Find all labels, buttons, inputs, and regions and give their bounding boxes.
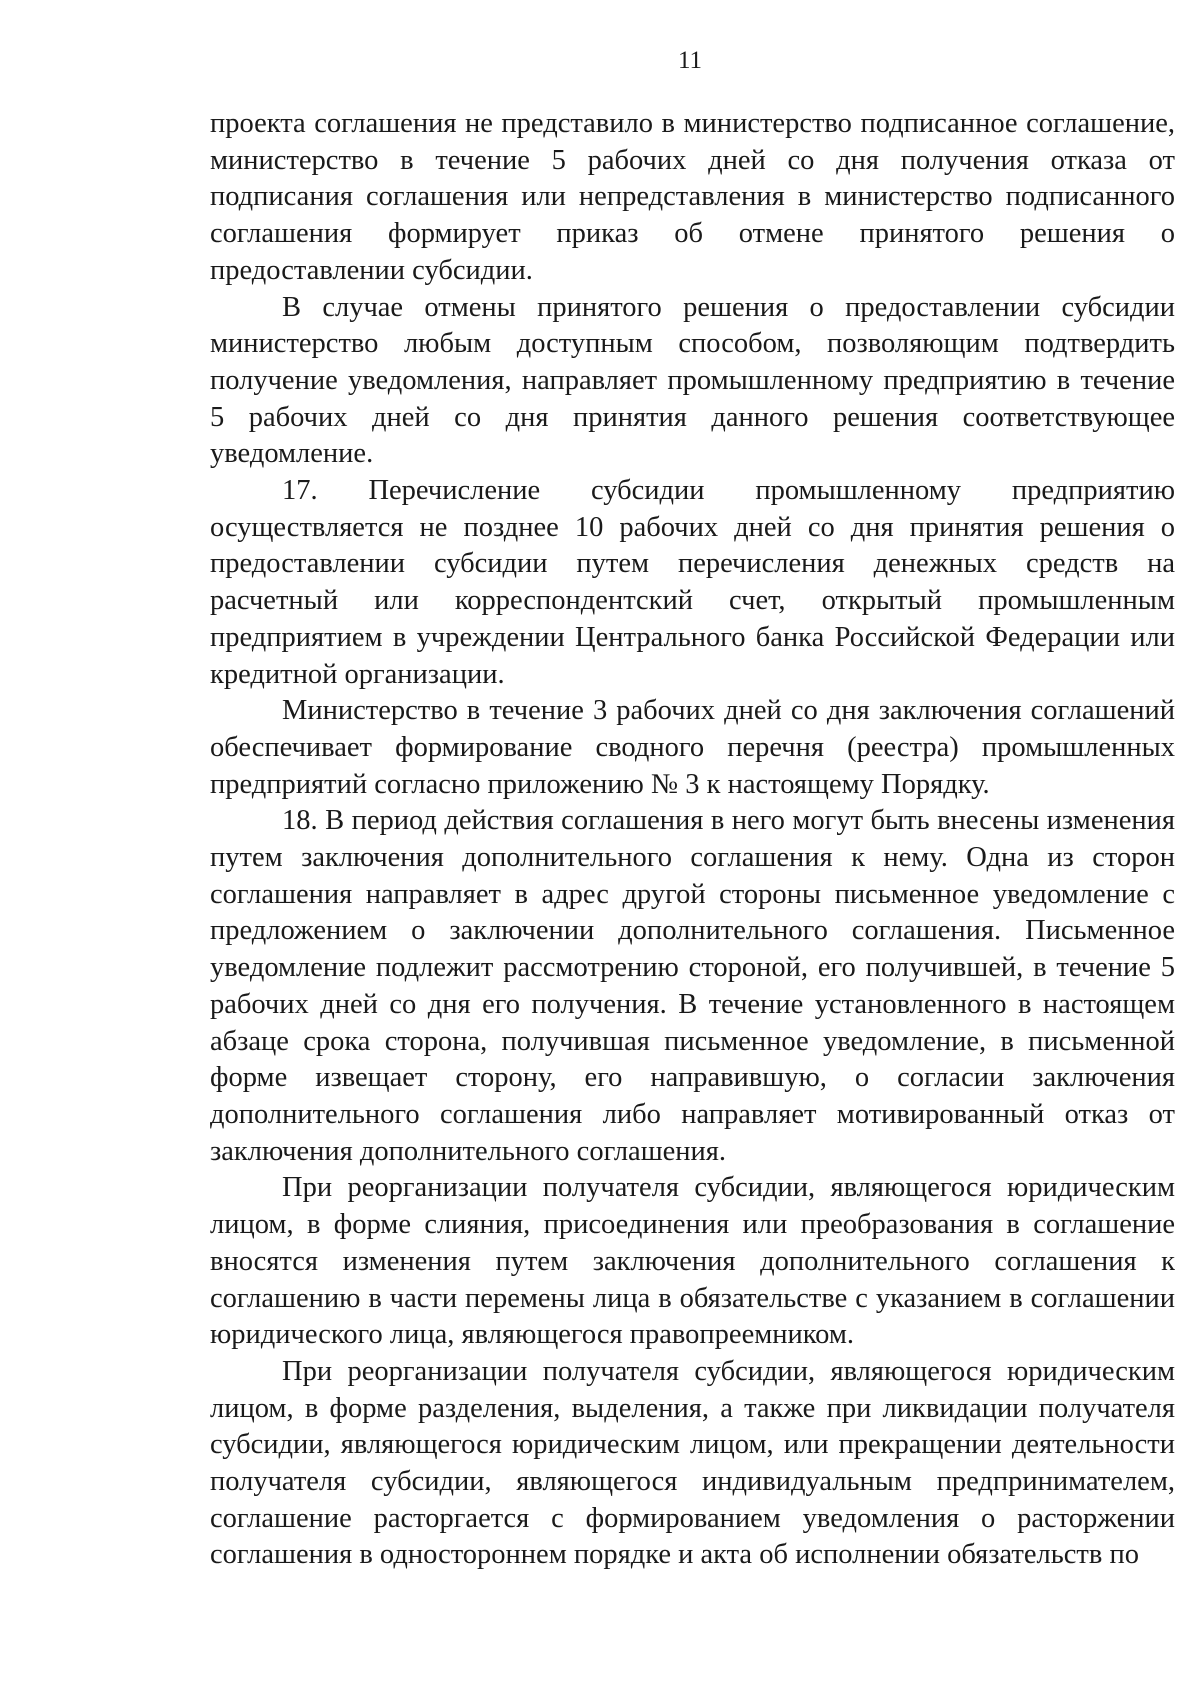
document-body xyxy=(210,106,1175,1574)
paragraph-continuation: проекта соглашения не представило в министерство подписанное соглашение, министерство в течение 5 рабочих дней со дня получения отказа от подписания соглашения или непредставления в министерство подписанного соглашения формирует приказ об отмене принятого решения о предоставлении субсидии. xyxy=(210,108,1175,286)
page-number: 11 xyxy=(677,47,703,74)
paragraph-registry: Министерство в течение 3 рабочих дней со дня заключения соглашений обеспечивает формирование сводного перечня (реестра) промышленных предприятий согласно приложению № 3 к настоящему Порядку. xyxy=(210,695,1175,800)
paragraph-17-transfer: 17. Перечисление субсидии промышленному предприятию осуществляется не позднее 10 рабочих дней со дня принятия решения о предоставлении субсидии путем перечисления денежных средств на расчетный или корреспондентский счет, открытый промышленным предприятием в учреждении Центрального банка Российской Федерации или кредитной организации. xyxy=(210,475,1175,690)
paragraph-18-amendments: 18. В период действия соглашения в него могут быть внесены изменения путем заключения дополнительного соглашения к нему. Одна из сторон соглашения направляет в адрес другой стороны письменное уведомление с предложением о заключении дополнительного соглашения. Письменное уведомление подлежит рассмотрению стороной, его получившей, в течение 5 рабочих дней со дня его получения. В течение установленного в настоящем абзаце срока сторона, получившая письменное уведомление, в письменной форме извещает сторону, его направившую, о согласии заключения дополнительного соглашения либо направляет мотивированный отказ от заключения дополнительного соглашения. xyxy=(210,805,1175,1167)
paragraph-cancellation-notice: В случае отмены принятого решения о предоставлении субсидии министерство любым доступным способом, позволяющим подтвердить получение уведомления, направляет промышленному предприятию в течение 5 рабочих дней со дня принятия данного решения соответствующее уведомление. xyxy=(210,291,1175,470)
paragraph-reorganization-division: При реорганизации получателя субсидии, являющегося юридическим лицом, в форме разделения, выделения, а также при ликвидации получателя субсидии, являющегося юридическим лицом, или прекращении деятельности получателя субсидии, являющегося индивидуальным предпринимателем, соглашение расторгается с формированием уведомления о расторжении соглашения в одностороннем порядке и акта об исполнении обязательств по xyxy=(210,1355,1175,1571)
paragraph-reorganization-merger: При реорганизации получателя субсидии, являющегося юридическим лицом, в форме слияния, присоединения или преобразования в соглашение вносятся изменения путем заключения дополнительного соглашения к соглашению в части перемены лица в обязательстве с указанием в соглашении юридического лица, являющегося правопреемником. xyxy=(210,1172,1175,1351)
